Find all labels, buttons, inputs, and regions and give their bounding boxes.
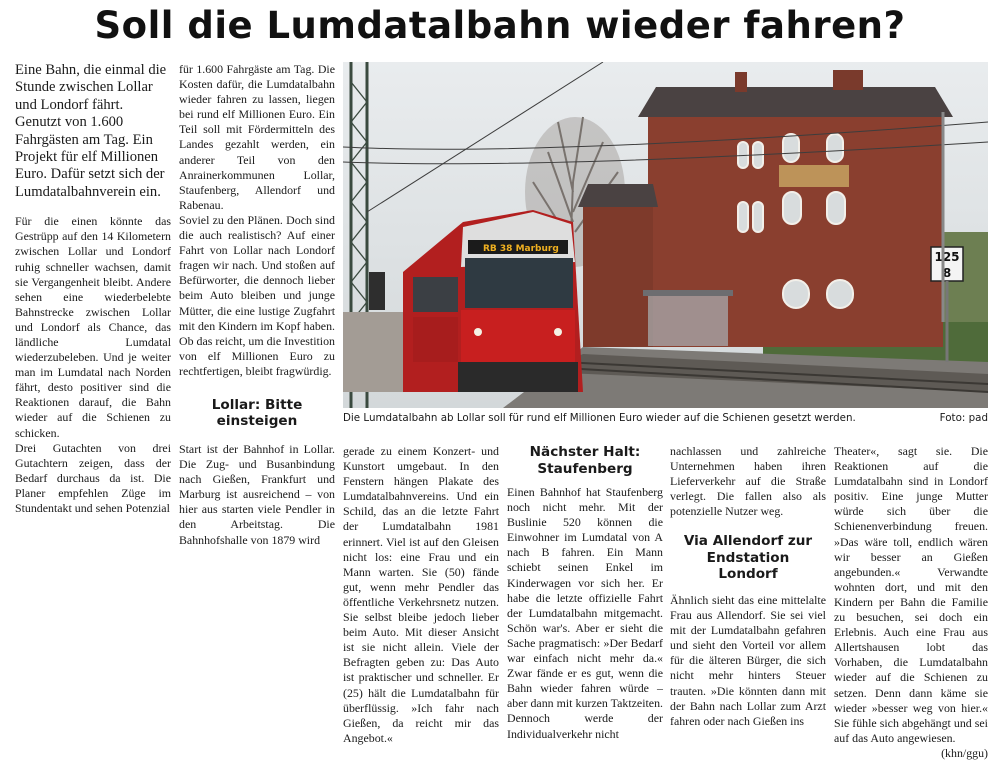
column-5 xyxy=(670,444,826,729)
body-paragraph: Für die einen könnte das Gestrüpp auf den 14 Kilometern zwischen Lollar und Londorf ruhig schneller wachsen, damit sie Vergangenheit bleibt. Andere sehen eine wiederbelebte Bahnstrecke zwischen Lollar und Londorf als Chance, das ländliche Lumdatal wiederzubeleben. Und je weiter man im Lumdatal nach Norden fährt, desto positiver sind die Reaktionen darauf, die Bahn wieder auf die Schienen zu schicken. xyxy=(15,214,171,440)
author-signature: (khn/ggu) xyxy=(941,745,988,760)
column-3 xyxy=(343,444,499,746)
train-photo xyxy=(343,62,988,408)
body-paragraph: Einen Bahnhof hat Staufenberg noch nicht mehr. Mit der Buslinie 520 können die Einwohner im Lumdatal von A nach B fahren. Ein Mann schiebt seinen Enkel im Kinderwagen vor sich her. Er habe die letzte offizielle Fahrt der Lumdatalbahn mitgemacht. Schön war's. Aber er sieht die Sache pragmatisch: »Der Bedarf war einfach nicht mehr da.« Zwar fände er es gut, wenn die Bahn wieder fahren würde – aber dann mit kurzen Taktzeiten. Dennoch werde der Individualverkehr nicht xyxy=(507,485,663,741)
column-4 xyxy=(507,444,663,742)
km-sign-top: 125 xyxy=(934,250,960,264)
body-paragraph: nachlassen und zahlreiche Unternehmen haben ihren Lieferverkehr auf die Straße verlegt. Die fallen also als potenzielle Nutzer weg. xyxy=(670,444,826,519)
body-paragraph: Drei Gutachten von drei Gutachtern zeigen, dass der Bedarf durchaus da ist. Die Planer empfehlen Züge im Stundentakt und sehen Potenzial xyxy=(15,440,171,516)
train-photo-image xyxy=(343,62,988,408)
body-paragraph: Start ist der Bahnhof in Lollar. Die Zug- und Busanbindung nach Gießen, Frankfurt und Marburg ist ausreichend – von hier aus starten viele Pendler in den Arbeitstag. Die Bahnhofshalle von 1879 wird xyxy=(179,441,335,547)
headline: Soll die Lumdatalbahn wieder fahren? xyxy=(94,4,906,47)
column-2 xyxy=(179,62,335,548)
column-6 xyxy=(834,444,988,761)
photo-caption: Die Lumdatalbahn ab Lollar soll für rund elf Millionen Euro wieder auf die Schienen gesetzt werden. xyxy=(343,412,856,424)
body-paragraph: Theater«, sagt sie. Die Reaktionen auf die Lumdatalbahn sind in Londorf positiv. Eine junge Mutter würde sich über die Schienenverbindung freuen. »Das wäre toll, endlich wären wir besser an Gießen angebunden.« Verwandte wohnten dort, und mit den Kindern per Bahn die Familie zu besuchen, sei doch ein Erlebnis. Auch eine Frau aus Allertshausen lobt das Vorhaben, die Lumdatalbahn wieder auf die Schienen zu setzen. Denn dann käme sie wieder »besser weg von hier.« Sie fühle sich abgehängt und sei auf das Auto angewiesen. xyxy=(834,444,988,745)
subheading-lollar: Lollar: Bitte einsteigen xyxy=(211,396,303,430)
photo-credit: Foto: pad xyxy=(939,412,988,424)
body-paragraph: für 1.600 Fahrgäste am Tag. Die Kosten dafür, die Lumdatalbahn wieder fahren zu lassen, liegen bei rund elf Millionen Euro. Ein Teil soll mit Fördermitteln des Landes gezahlt werden, ein anderer Teil von den Anrainerkommunen Lollar, Staufenberg, Allendorf und Rabenau. xyxy=(179,62,335,212)
photo-caption-row xyxy=(343,412,988,425)
subheading-londorf: Via Allendorf zur Endstation Londorf xyxy=(683,533,813,583)
body-paragraph: gerade zu einem Konzert- und Kunstort umgebaut. In den Fenstern hängen Plakate des Lumdatalbahnvereins. Und ein Schild, das an die letzte Fahrt der Lumdatalbahn 1981 erinnert. Viel ist auf den Gleisen nicht los: eine Frau und ein Mann warten. Sie (50) fände gut, wenn mehr Pendler das öffentliche Verkehrsnetz nutzen. Sie selbst bleibe jedoch lieber beim Auto. Mit dieser Ansicht ist sie nicht allein. Viele der Befragten geben zu: Das Auto ist praktischer und schneller. Er (25) hält die Lumdatalbahn für überflüssig. »Ich fahr nach Gießen, da reicht mir das Angebot.« xyxy=(343,444,499,745)
train-destination-display: RB 38 Marburg xyxy=(483,244,559,254)
body-paragraph: Ähnlich sieht das eine mittelalte Frau aus Allendorf. Sie sei viel mit der Lumdatalbahn gefahren und sieht den Vorteil vor allem für die älteren Bürger, die sich nicht mehr hinters Steuer trauten. »Die könnten dann mit der Bahn nach Lollar zum Arzt fahren oder nach Gießen ins xyxy=(670,592,826,728)
lead-paragraph: Eine Bahn, die einmal die Stunde zwischen Lollar und Londorf fährt. Genutzt von 1.600 Fahrgästen am Tag. Ein Projekt für elf Millionen Euro. Dafür setzt sich der Lumdatalbahnverein ein. xyxy=(15,62,167,200)
subheading-staufenberg: Nächster Halt: Staufenberg xyxy=(529,444,641,477)
km-sign-bottom: 8 xyxy=(942,266,952,280)
column-1 xyxy=(15,62,171,516)
body-paragraph: Soviel zu den Plänen. Doch sind die auch realistisch? Auf einer Fahrt von Lollar nach Londorf fragen wir nach. Und stoßen auf Befürworter, die dennoch lieber beim Auto bleiben und junge Mütter, die eine lustige Zugfahrt mit den Kindern im Kopf haben. Ob das reicht, um die Investition von elf Millionen Euro zu rechtfertigen, bleibt fragwürdig. xyxy=(179,212,335,378)
